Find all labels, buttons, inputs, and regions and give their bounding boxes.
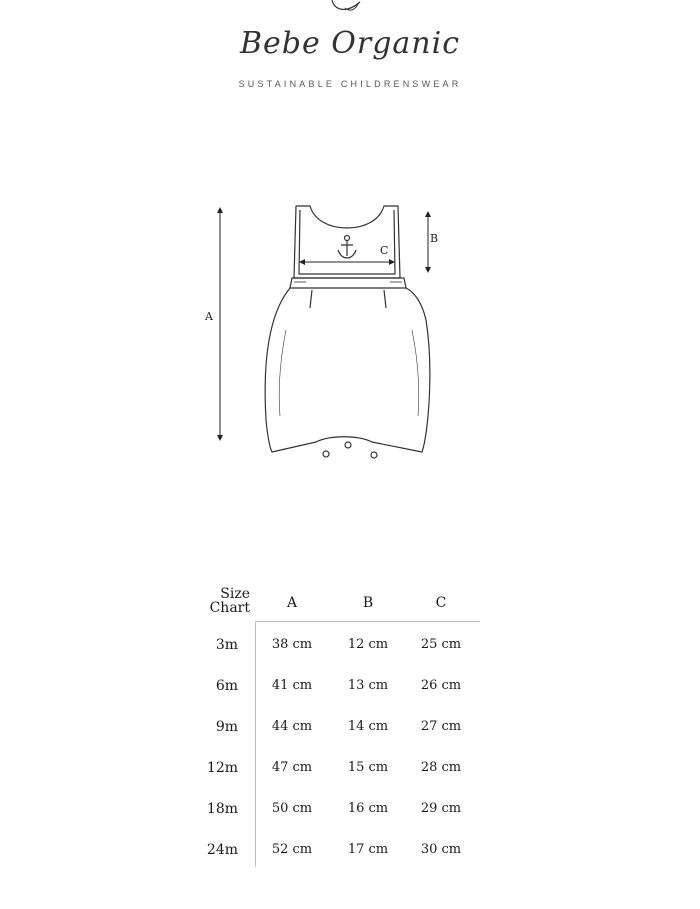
size-cell: 3m — [215, 637, 238, 653]
value-c: 30 cm — [420, 842, 462, 857]
value-c: 27 cm — [420, 719, 462, 734]
value-b: 14 cm — [347, 719, 389, 734]
dimension-label-c: C — [380, 244, 389, 257]
value-b: 12 cm — [347, 637, 389, 652]
value-a: 38 cm — [271, 637, 313, 652]
value-c: 25 cm — [420, 637, 462, 652]
value-a: 52 cm — [271, 842, 313, 857]
table-row — [180, 637, 500, 657]
value-b: 17 cm — [347, 842, 389, 857]
table-row — [180, 678, 500, 698]
value-a: 44 cm — [271, 719, 313, 734]
table-row — [180, 760, 500, 780]
table-row — [180, 842, 500, 862]
value-c: 26 cm — [420, 678, 462, 693]
value-a: 47 cm — [271, 760, 313, 775]
table-row — [180, 719, 500, 739]
size-chart-header — [205, 587, 250, 615]
value-c: 29 cm — [420, 801, 462, 816]
size-cell: 9m — [215, 719, 238, 735]
value-a: 50 cm — [271, 801, 313, 816]
value-a: 41 cm — [271, 678, 313, 693]
brand-tagline: SUSTAINABLE CHILDRENSWEAR — [238, 79, 462, 89]
size-cell: 18m — [206, 801, 238, 817]
header-size: Size — [220, 586, 250, 602]
romper-diagram — [190, 190, 490, 480]
column-header-b: B — [362, 595, 374, 611]
brand-logo-text: Bebe Organic — [239, 26, 461, 61]
column-header-c: C — [435, 595, 447, 611]
size-cell: 12m — [206, 760, 238, 776]
size-cell: 6m — [215, 678, 238, 694]
header-divider — [255, 621, 480, 622]
value-b: 13 cm — [347, 678, 389, 693]
value-b: 15 cm — [347, 760, 389, 775]
table-row — [180, 801, 500, 821]
column-header-a: A — [286, 595, 298, 611]
value-b: 16 cm — [347, 801, 389, 816]
value-c: 28 cm — [420, 760, 462, 775]
dimension-label-a: A — [205, 310, 213, 323]
dimension-label-b: B — [430, 232, 439, 245]
size-column-divider — [255, 621, 256, 867]
size-cell: 24m — [206, 842, 238, 858]
header-chart: Chart — [209, 600, 250, 616]
